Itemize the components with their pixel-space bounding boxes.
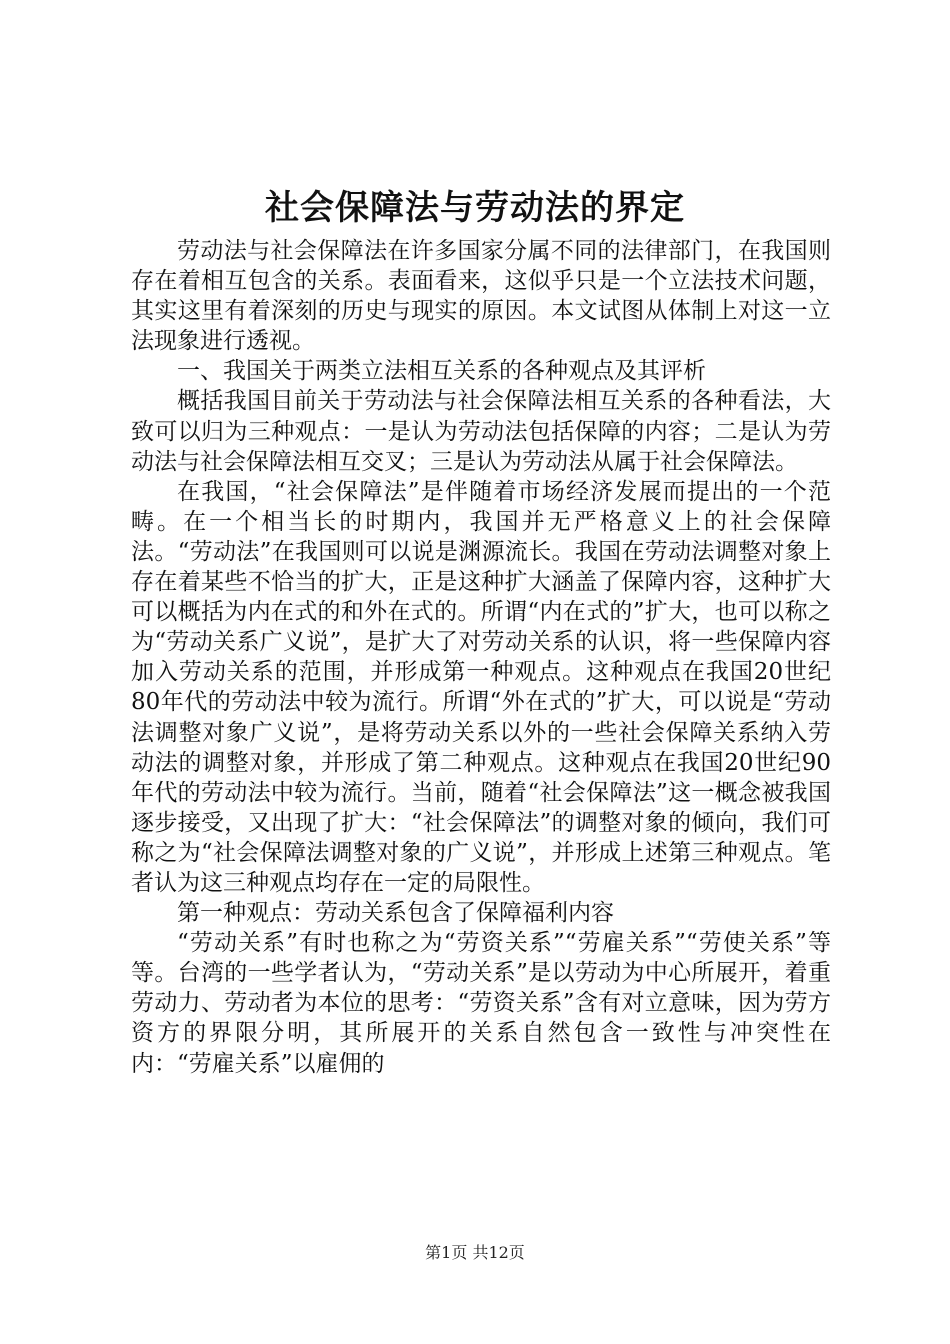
subheading-first-view: 第一种观点：劳动关系包含了保障福利内容 <box>177 900 614 927</box>
section-heading-1: 一、我国关于两类立法相互关系的各种观点及其评析 <box>177 358 706 385</box>
page-footer: 第1页 共12页 <box>425 1243 525 1262</box>
document-title: 社会保障法与劳动法的界定 <box>265 188 685 228</box>
document-body <box>131 236 831 1079</box>
paragraph-labor-relations: “劳动关系”有时也称之为“劳资关系”“劳雇关系”“劳使关系”等等。台湾的一些学者认为，“劳动关系”是以劳动为中心所展开，着重劳动力、劳动者为本位的思考：“劳资关系”含有对立意味，因为劳方资方的界限分明，其所展开的关系自然包含一致性与冲突性在内：“劳雇关系”以雇佣的 <box>131 930 831 1077</box>
paragraph-intro: 劳动法与社会保障法在许多国家分属不同的法律部门，在我国则存在着相互包含的关系。表面看来，这似乎只是一个立法技术问题，其实这里有着深刻的历史与现实的原因。本文试图从体制上对这一立法现象进行透视。 <box>131 238 831 355</box>
paragraph-summary: 概括我国目前关于劳动法与社会保障法相互关系的各种看法，大致可以归为三种观点：一是认为劳动法包括保障的内容；二是认为劳动法与社会保障法相互交叉；三是认为劳动法从属于社会保障法。 <box>131 388 831 475</box>
paragraph-analysis: 在我国，“社会保障法”是伴随着市场经济发展而提出的一个范畴。在一个相当长的时期内，我国并无严格意义上的社会保障法。“劳动法”在我国则可以说是渊源流长。我国在劳动法调整对象上存在着某些不恰当的扩大，正是这种扩大涵盖了保障内容，这种扩大可以概括为内在式的和外在式的。所谓“内在式的”扩大，也可以称之为“劳动关系广义说”，是扩大了对劳动关系的认识，将一些保障内容加入劳动关系的范围，并形成第一种观点。这种观点在我国20世纪80年代的劳动法中较为流行。所谓“外在式的”扩大，可以说是“劳动法调整对象广义说”，是将劳动关系以外的一些社会保障关系纳入劳动法的调整对象，并形成了第二种观点。这种观点在我国20世纪90年代的劳动法中较为流行。当前，随着“社会保障法”这一概念被我国逐步接受，又出现了扩大：“社会保障法”的调整对象的倾向，我们可称之为“社会保障法调整对象的广义说”，并形成上述第三种观点。笔者认为这三种观点均存在一定的局限性。 <box>131 478 831 896</box>
